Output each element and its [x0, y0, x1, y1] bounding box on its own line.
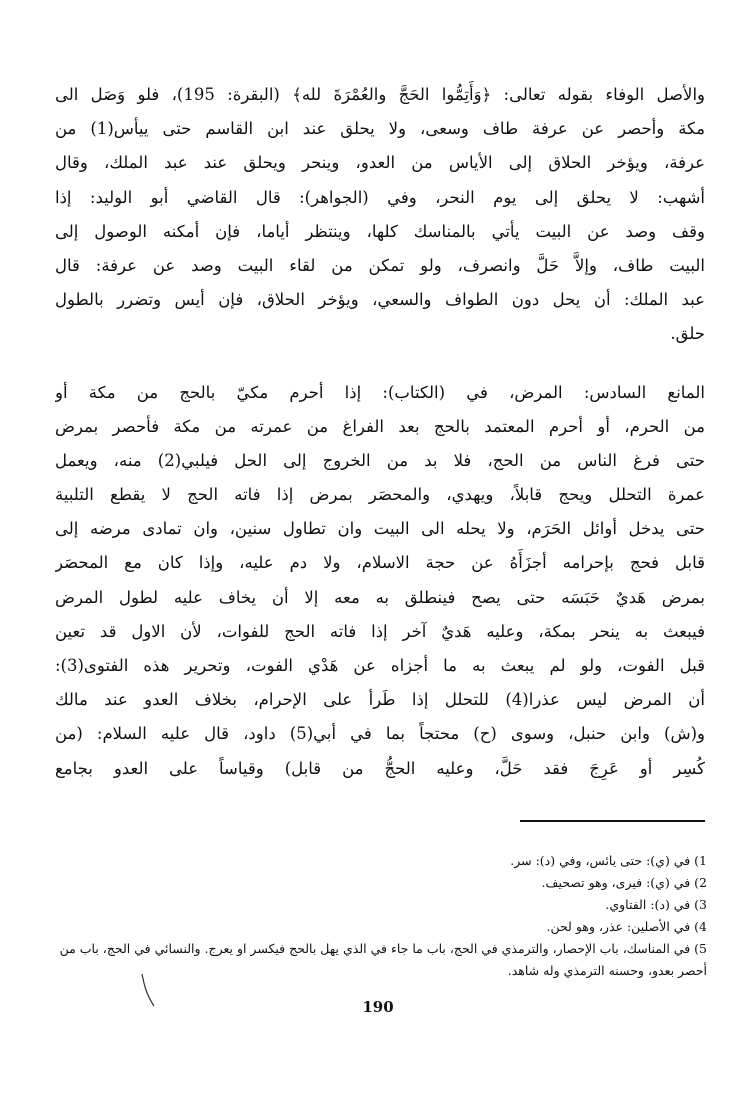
text-line: كُسِر أو عَرِجَ فقد حَلَّ، وعليه الحجُّ من قابل) وقياساً على العدو بجامع — [55, 758, 705, 778]
text-line: قبل الفوت، ولو لم يبعث به ما أجزاه عن هَدْي الفوت، وتحرير هذه الفتوى(3): — [55, 656, 705, 675]
text-line: وقف وصد عن البيت يأتي بالمناسك كلها، وينتظر أياما، فإن أمكنه الوصول إلى — [55, 221, 705, 241]
footnote: 4) في الأصلين: عذر، وهو لحن. — [546, 919, 707, 934]
text-line: و(ش) وابن حنبل، وسوى (ح) محتجاً بما في أبي(5) داود، قال عليه السلام: (من — [55, 724, 705, 744]
page-number: 190 — [362, 998, 394, 1016]
text-line: حلق. — [670, 324, 705, 344]
text-line: عرفة، ويؤخر الحلاق إلى الأياس من العدو، وينحر ويحلق عند عبد الملك، وقال — [55, 153, 705, 173]
text-line: فيبعث به ينحر بمكة، وعليه هَديٌ آخر إذا فاته الحج للفوات، لأن الاول قد تعين — [55, 621, 705, 641]
text-line: حتى يدخل أوائل الحَرَم، ولا يحله الى البيت وان تطاول سنين، وان تمادى مرضه إلى — [55, 519, 705, 539]
footnote: 5) في المناسك، باب الإحصار، والترمذي في الحج، باب ما جاء في الذي يهل بالحج فيكسر او يعرج. والنسائي في الحج، باب من أحصر بعدو، وحسنه الترمذي وله شاهد. — [59, 941, 707, 978]
text-line: البيت طاف، وإلاَّ حَلَّ وانصرف، ولو تمكن من لقاء البيت وصد عن عرفة: قال — [55, 255, 705, 275]
paragraph-1 — [55, 78, 705, 352]
text-line: المانع السادس: المرض، في (الكتاب): إذا أحرم مكيّ بالحج من مكة أو — [55, 382, 705, 402]
text-line: أشهب: لا يحلق إلى يوم النحر، وفي (الجواهر): قال القاضي أبو الوليد: إذا — [55, 187, 705, 207]
paragraph-gap — [55, 352, 705, 376]
footnotes — [55, 850, 707, 982]
text-line: حتى فرغ الناس من الحج، فلا بد من الخروج إلى الحل فيلبي(2) منه، ويعمل — [55, 450, 705, 470]
text-line: عبد الملك: أن يحل دون الطواف والسعي، ويؤخر الحلاق، فإن أيس وتضرر بالطول — [55, 290, 705, 310]
text-line: من الحرم، أو أحرم المعتمد بالحج بعد الفراغ من عمرته من مكة فأحصر بمرض — [55, 416, 705, 436]
footnote: 1) في (ي): حتى يائس، وفي (د): سر. — [510, 853, 707, 868]
text-line: أن المرض ليس عذرا(4) للتحلل إذا طَرأ على الإحرام، بخلاف العدو عند مالك — [55, 690, 705, 710]
footnote-separator — [520, 820, 705, 822]
text-line: والأصل الوفاء بقوله تعالى: ﴿وَأَتِمُّوا الحَجَّ والعُمْرَةَ لله﴾ (البقرة: 195)، فلو وَصَل الى — [55, 85, 705, 104]
footnote: 2) في (ي): فيرى، وهو تصحيف. — [541, 875, 707, 890]
footnote: 3) في (د): الفتاوي. — [605, 897, 707, 912]
text-line: بمرض هَديٌ حَبَسَه حتى يصح فينطلق به معه إلا أن يخاف عليه لطول المرض — [55, 587, 705, 607]
text-line: عمرة التحلل ويحج قابلاً، ويهدي، والمحصَر بمرض إذا فاته الحج لا يقطع التلبية — [55, 485, 705, 505]
text-line: قابل فحج بإحرامه أجزَأَهُ عن حجة الاسلام، ولا دم عليه، وإذا كان مع المحصَر — [55, 553, 705, 573]
main-text — [55, 78, 705, 786]
text-line: مكة وأحصر عن عرفة طاف وسعى، ولا يحلق عند ابن القاسم حتى ييأس(1) من — [55, 119, 705, 139]
paragraph-2 — [55, 376, 705, 786]
